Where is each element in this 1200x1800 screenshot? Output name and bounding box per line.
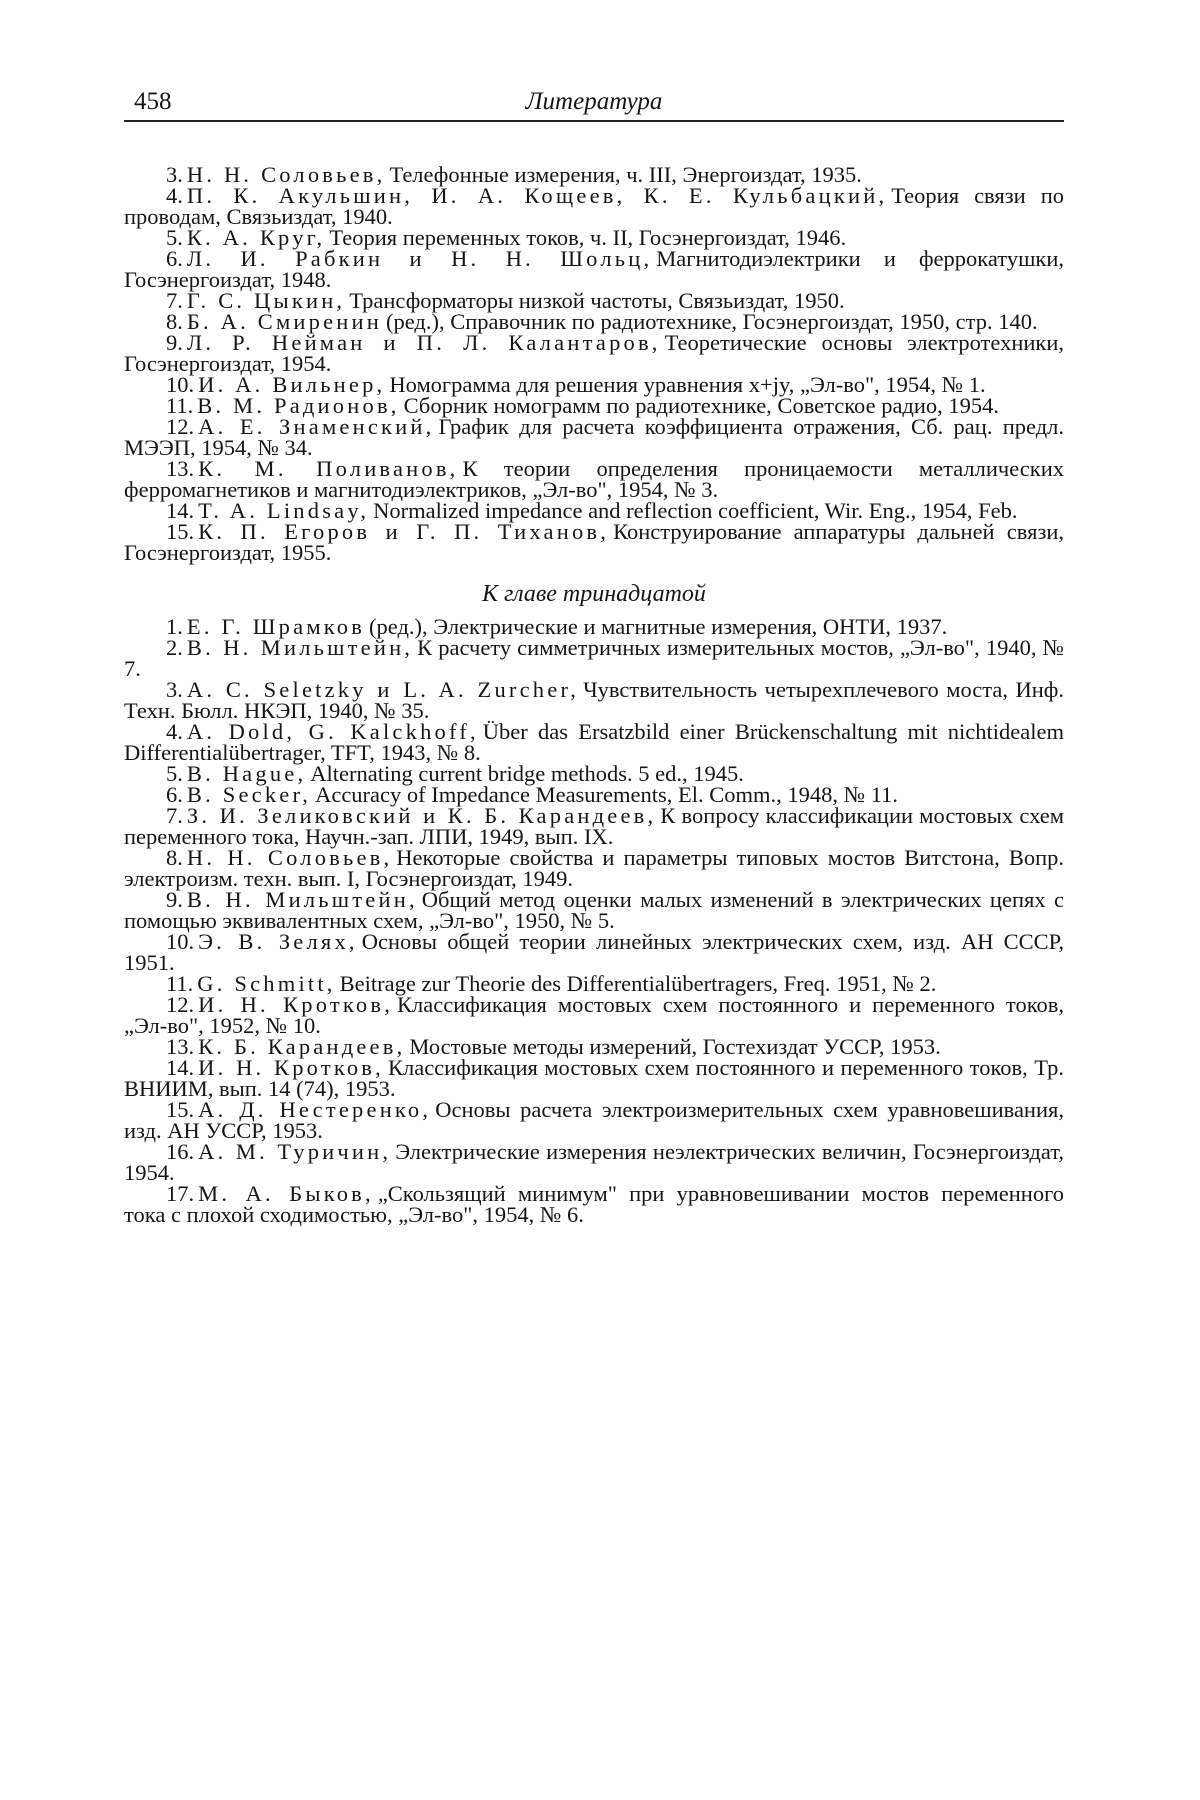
- reference-author: А. Е. Знаменский,: [198, 414, 435, 439]
- reference-author: Е. Г. Шрамков: [186, 614, 366, 639]
- reference-entry: [124, 784, 1064, 805]
- reference-author: A. Dold, G. Kalckhoff,: [186, 719, 479, 744]
- reference-entry: [124, 721, 1064, 763]
- reference-details: Магнитодиэлектрики и феррокатушки, Госэнергоиздат, 1948.: [124, 246, 1064, 292]
- reference-number: 3.: [166, 677, 183, 702]
- reference-author: К. П. Егоров и Г. П. Тиханов,: [198, 519, 610, 544]
- reference-details: Номограмма для решения уравнения x+jy, „Эл-во", 1954, № 1.: [389, 372, 986, 397]
- reference-details: Основы общей теории линейных электрических схем, изд. АН СССР, 1951.: [124, 929, 1064, 975]
- reference-details: „Скользящий минимум" при уравновешивании мостов переменного тока с плохой сходимостью, „Эл-во", 1954, № 6.: [124, 1181, 1064, 1227]
- reference-entry: [124, 458, 1064, 500]
- references-section-chapter-thirteen: [124, 616, 1064, 1225]
- reference-details: График для расчета коэффициента отражения, Сб. рац. предл. МЭЭП, 1954, № 34.: [124, 414, 1064, 460]
- page-number: 458: [134, 88, 172, 115]
- reference-author: Э. В. Зелях,: [198, 929, 358, 954]
- reference-details: Телефонные измерения, ч. III, Энергоиздат, 1935.: [389, 162, 862, 187]
- reference-entry: [124, 311, 1064, 332]
- reference-entry: [124, 248, 1064, 290]
- reference-entry: [124, 973, 1064, 994]
- reference-details: К расчету симметричных измерительных мостов, „Эл-во", 1940, № 7.: [124, 635, 1064, 681]
- reference-number: 17.: [166, 1181, 195, 1206]
- reference-details: Некоторые свойства и параметры типовых мостов Витстона, Вопр. электроизм. техн. вып. I, Госэнергоиздат, 1949.: [124, 845, 1065, 891]
- reference-author: Л. И. Рабкин и Н. Н. Шольц,: [186, 246, 653, 271]
- reference-number: 13.: [166, 1034, 195, 1059]
- reference-author: T. A. Lindsay,: [198, 498, 370, 523]
- reference-author: B. Secker,: [186, 782, 312, 807]
- reference-details: Трансформаторы низкой частоты, Связьиздат, 1950.: [349, 288, 845, 313]
- reference-author: З. И. Зеликовский и К. Б. Карандеев,: [186, 803, 657, 828]
- page-header: [124, 80, 1064, 122]
- reference-author: К. М. Поливанов,: [198, 456, 459, 481]
- reference-author: А. М. Туричин,: [198, 1139, 392, 1164]
- reference-details: Über das Ersatzbild einer Brückenschaltung mit nichtidealem Differentialübertrager, TFT, 1943, № 8.: [124, 719, 1064, 765]
- reference-entry: [124, 332, 1064, 374]
- reference-number: 7.: [166, 288, 183, 313]
- reference-entry: [124, 1099, 1064, 1141]
- reference-number: 14.: [166, 1055, 195, 1080]
- reference-details: Чувствительность четырехплечевого моста, Инф. Техн. Бюлл. НКЭП, 1940, № 35.: [124, 677, 1064, 723]
- reference-number: 9.: [166, 330, 183, 355]
- reference-number: 7.: [166, 803, 183, 828]
- reference-details: Normalized impedance and reflection coefficient, Wir. Eng., 1954, Feb.: [373, 498, 1018, 523]
- reference-number: 4.: [166, 183, 183, 208]
- reference-details: Accuracy of Impedance Measurements, El. Comm., 1948, № 11.: [315, 782, 899, 807]
- reference-number: 8.: [166, 845, 183, 870]
- reference-author: И. Н. Кротков,: [198, 992, 394, 1017]
- running-title: Литература: [525, 88, 663, 115]
- reference-entry: [124, 994, 1064, 1036]
- reference-author: В. Н. Мильштейн,: [186, 635, 414, 660]
- reference-author: К. Б. Карандеев,: [198, 1034, 406, 1059]
- reference-author: A. C. Seletzky и L. A. Zurcher,: [186, 677, 580, 702]
- reference-number: 13.: [166, 456, 195, 481]
- reference-details: Основы расчета электроизмерительных схем уравновешивания, изд. АН УССР, 1953.: [124, 1097, 1064, 1143]
- references-section-previous-chapter: [124, 164, 1064, 563]
- reference-entry: [124, 521, 1064, 563]
- reference-entry: [124, 763, 1064, 784]
- reference-author: В. М. Радионов,: [197, 393, 400, 418]
- reference-number: 6.: [166, 246, 183, 271]
- reference-entry: [124, 1057, 1064, 1099]
- references-list: [124, 164, 1064, 1225]
- reference-number: 3.: [166, 162, 183, 187]
- reference-entry: [124, 805, 1064, 847]
- reference-number: 1.: [166, 614, 183, 639]
- reference-details: Конструирование аппаратуры дальней связи, Госэнергоиздат, 1955.: [124, 519, 1064, 565]
- reference-number: 5.: [166, 761, 183, 786]
- reference-number: 15.: [166, 1097, 195, 1122]
- reference-entry: [124, 1141, 1064, 1183]
- reference-number: 11.: [166, 971, 194, 996]
- reference-number: 15.: [166, 519, 195, 544]
- reference-details: Сборник номограмм по радиотехнике, Советское радио, 1954.: [403, 393, 1000, 418]
- reference-number: 6.: [166, 782, 183, 807]
- reference-author: И. А. Вильнер,: [198, 372, 386, 397]
- reference-author: Н. Н. Соловьев,: [186, 845, 393, 870]
- reference-details: Классификация мостовых схем постоянного и переменного токов, Тр. ВНИИМ, вып. 14 (74), 1953.: [124, 1055, 1064, 1101]
- reference-author: Г. С. Цыкин,: [186, 288, 346, 313]
- reference-author: Л. Р. Нейман и П. Л. Калантаров,: [186, 330, 661, 355]
- reference-author: Н. Н. Соловьев,: [186, 162, 386, 187]
- reference-entry: [124, 374, 1064, 395]
- reference-author: И. Н. Кротков,: [198, 1055, 384, 1080]
- reference-number: 10.: [166, 929, 195, 954]
- reference-author: В. Н. Мильштейн,: [186, 887, 418, 912]
- reference-details: (ред.), Справочник по радиотехнике, Госэнергоиздат, 1950, стр. 140.: [386, 309, 1038, 334]
- reference-details: (ред.), Электрические и магнитные измерения, ОНТИ, 1937.: [369, 614, 948, 639]
- reference-number: 2.: [166, 635, 183, 660]
- reference-author: М. А. Быков,: [198, 1181, 374, 1206]
- reference-details: Общий метод оценки малых изменений в электрических цепях с помощью эквивалентных схем, „Эл-во", 1950, № 5.: [124, 887, 1064, 933]
- reference-entry: [124, 395, 1064, 416]
- reference-entry: [124, 227, 1064, 248]
- reference-number: 9.: [166, 887, 183, 912]
- reference-author: B. Hague,: [186, 761, 307, 786]
- reference-number: 12.: [166, 992, 195, 1017]
- reference-details: Теория переменных токов, ч. II, Госэнергоиздат, 1946.: [329, 225, 847, 250]
- reference-number: 5.: [166, 225, 183, 250]
- reference-details: Теоретические основы электротехники, Госэнергоиздат, 1954.: [124, 330, 1065, 376]
- reference-author: П. К. Акульшин, И. А. Кощеев, К. Е. Кульбацкий,: [186, 183, 888, 208]
- reference-number: 4.: [166, 719, 183, 744]
- reference-details: Классификация мостовых схем постоянного и переменного токов, „Эл-во", 1952, № 10.: [124, 992, 1064, 1038]
- reference-number: 8.: [166, 309, 183, 334]
- reference-entry: [124, 164, 1064, 185]
- reference-entry: [124, 847, 1064, 889]
- reference-details: К теории определения проницаемости металлических ферромагнетиков и магнитодиэлектриков, „Эл-во", 1954, № 3.: [124, 456, 1064, 502]
- reference-number: 14.: [166, 498, 195, 523]
- reference-details: Теория связи по проводам, Связьиздат, 1940.: [124, 183, 1064, 229]
- reference-details: Электрические измерения неэлектрических величин, Госэнергоиздат, 1954.: [124, 1139, 1064, 1185]
- reference-details: К вопросу классификации мостовых схем переменного тока, Научн.-зап. ЛПИ, 1949, вып. IX.: [124, 803, 1064, 849]
- reference-details: Alternating current bridge methods. 5 ed., 1945.: [310, 761, 744, 786]
- reference-details: Beitrage zur Theorie des Differentialübertragers, Freq. 1951, № 2.: [339, 971, 937, 996]
- reference-entry: [124, 616, 1064, 637]
- reference-author: К. А. Круг,: [186, 225, 326, 250]
- reference-entry: [124, 889, 1064, 931]
- reference-entry: [124, 185, 1064, 227]
- reference-entry: [124, 1183, 1064, 1225]
- reference-author: Б. А. Смиренин: [186, 309, 382, 334]
- reference-entry: [124, 500, 1064, 521]
- reference-number: 16.: [166, 1139, 195, 1164]
- reference-author: G. Schmitt,: [197, 971, 336, 996]
- reference-entry: [124, 637, 1064, 679]
- reference-entry: [124, 290, 1064, 311]
- reference-author: А. Д. Нестеренко,: [198, 1097, 432, 1122]
- reference-number: 11.: [166, 393, 194, 418]
- reference-entry: [124, 931, 1064, 973]
- section-title: К главе тринадцатой: [482, 581, 706, 607]
- reference-entry: [124, 679, 1064, 721]
- reference-entry: [124, 1036, 1064, 1057]
- reference-details: Мостовые методы измерений, Гостехиздат УССР, 1953.: [409, 1034, 941, 1059]
- reference-number: 12.: [166, 414, 195, 439]
- reference-number: 10.: [166, 372, 195, 397]
- reference-entry: [124, 416, 1064, 458]
